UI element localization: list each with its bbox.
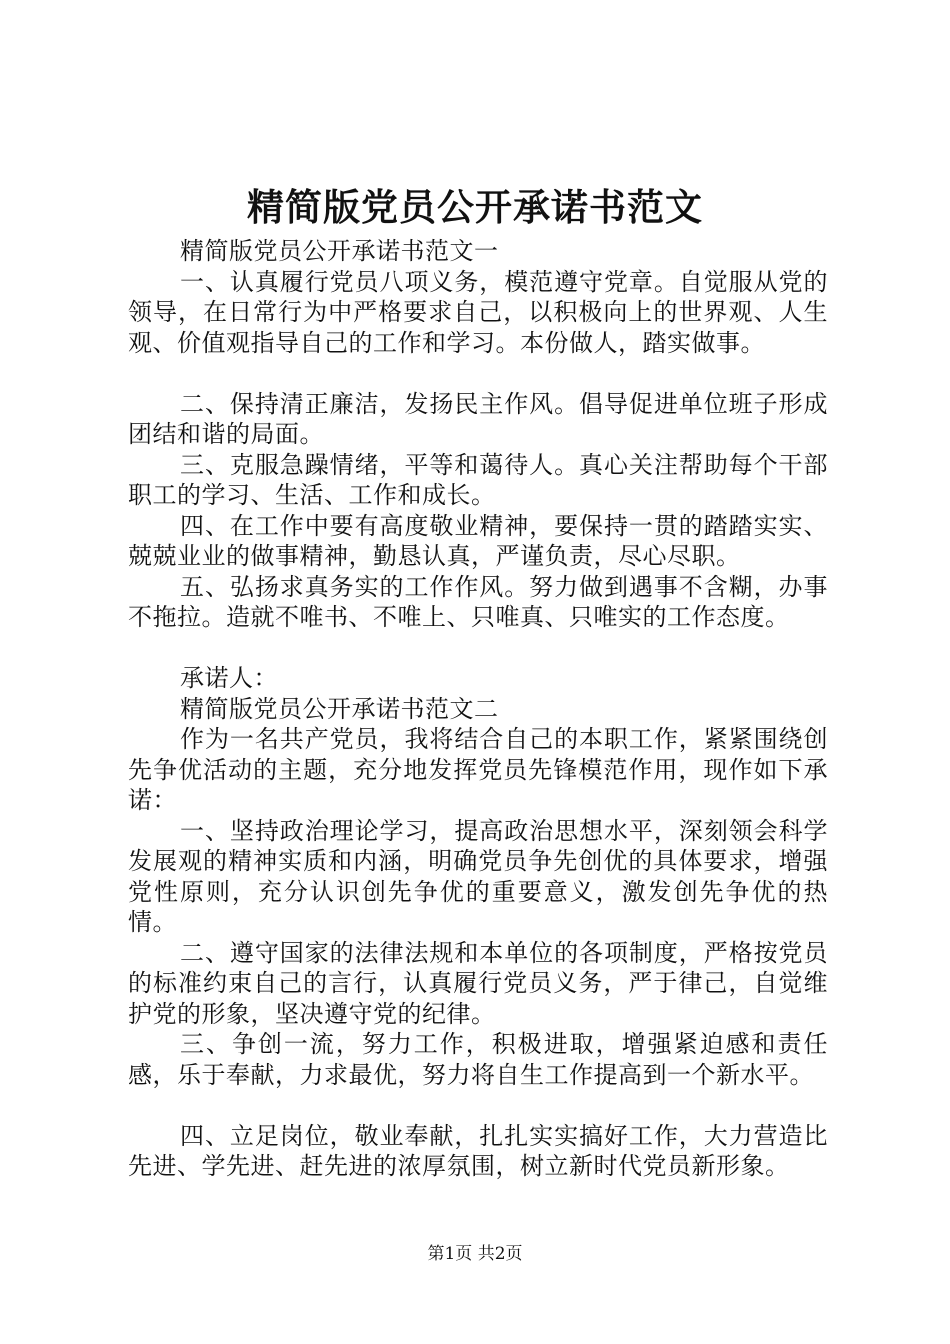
paragraph: 四、立足岗位，敬业奉献，扎扎实实搞好工作，大力营造比先进、学先进、赶先进的浓厚氛围，树立新时代党员新形象。: [128, 1121, 828, 1180]
document-body: [128, 236, 828, 1182]
paragraph-section-one-heading: 精简版党员公开承诺书范文一: [180, 237, 499, 265]
paragraph: 作为一名共产党员，我将结合自己的本职工作，紧紧围绕创先争优活动的主题，充分地发挥党员先锋模范作用，现作如下承诺：: [128, 725, 828, 814]
paragraph: 二、保持清正廉洁，发扬民主作风。倡导促进单位班子形成团结和谐的局面。: [128, 389, 828, 448]
paragraph: 四、在工作中要有高度敬业精神，要保持一贯的踏踏实实、兢兢业业的做事精神，勤恳认真，严谨负责，尽心尽职。: [128, 511, 828, 570]
paragraph: 五、弘扬求真务实的工作作风。努力做到遇事不含糊，办事不拖拉。造就不唯书、不唯上、只唯真、只唯实的工作态度。: [128, 572, 828, 631]
paragraph: 三、克服急躁情绪，平等和蔼待人。真心关注帮助每个干部职工的学习、生活、工作和成长。: [128, 450, 828, 509]
paragraph-section-two-heading: 精简版党员公开承诺书范文二: [180, 694, 499, 723]
paragraph: 二、遵守国家的法律法规和本单位的各项制度，严格按党员的标准约束自己的言行，认真履行党员义务，严于律己，自觉维护党的形象，坚决遵守党的纪律。: [128, 938, 828, 1028]
paragraph: 一、认真履行党员八项义务，模范遵守党章。自觉服从党的领导，在日常行为中严格要求自己，以积极向上的世界观、人生观、价值观指导自己的工作和学习。本份做人，踏实做事。: [128, 267, 828, 357]
document-title: 精简版党员公开承诺书范文: [247, 185, 703, 229]
paragraph-signer: 承诺人：: [180, 664, 278, 692]
page-footer: 第1页 共2页: [427, 1244, 523, 1264]
paragraph: 一、坚持政治理论学习，提高政治思想水平，深刻领会科学发展观的精神实质和内涵，明确党员争先创优的具体要求，增强党性原则，充分认识创先争优的重要意义，激发创先争优的热情。: [128, 816, 828, 936]
paragraph: 三、争创一流，努力工作，积极进取，增强紧迫感和责任感，乐于奉献，力求最优，努力将自生工作提高到一个新水平。: [128, 1030, 828, 1089]
